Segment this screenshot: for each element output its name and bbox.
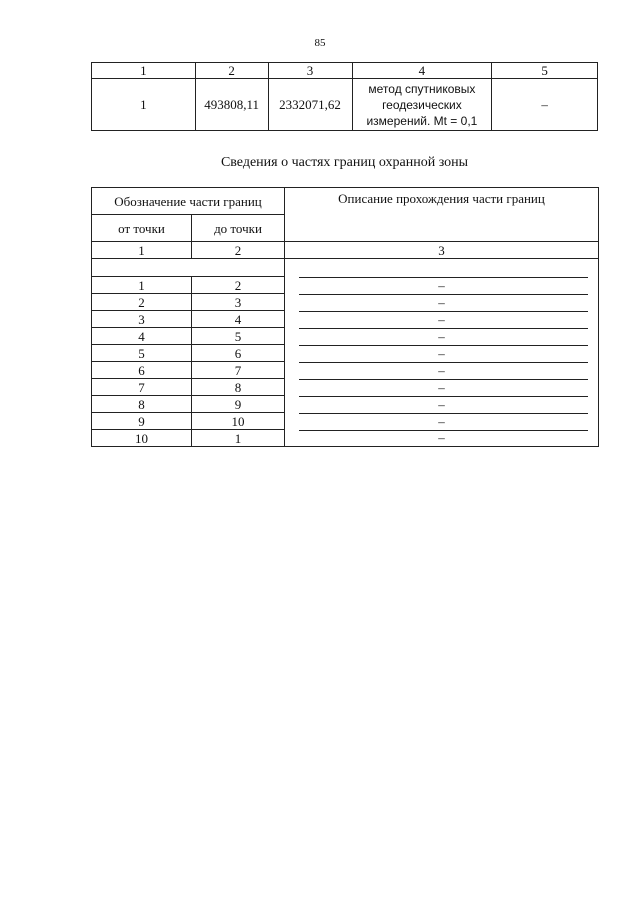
table-row: [92, 345, 599, 362]
from-point-cell-text: 1: [138, 277, 145, 293]
description-cell-text: –: [438, 294, 445, 310]
spacer-description-cell: [285, 259, 599, 277]
from-point-cell: [92, 277, 192, 294]
table-row: [92, 396, 599, 413]
method-cell: метод спутниковых геодезических измерений. Mt = 0,1: [352, 79, 492, 131]
to-point-cell: [192, 328, 285, 345]
description-cell: [285, 294, 599, 311]
to-point-cell: [192, 430, 285, 447]
table-row: [92, 413, 599, 430]
from-point-cell: [92, 413, 192, 430]
from-point-cell-text: 2: [138, 294, 145, 310]
coordinates-row: [92, 79, 598, 131]
parts-header-row: [92, 188, 599, 215]
to-point-cell: [192, 413, 285, 430]
section-title: Сведения о частях границ охранной зоны: [220, 155, 469, 170]
description-header-continuation: [285, 215, 599, 242]
page-number: 85: [314, 37, 326, 49]
point-number-cell: 1: [92, 79, 196, 131]
to-point-header: до точки: [192, 215, 285, 242]
from-point-cell: [92, 311, 192, 328]
description-cell: [285, 277, 599, 294]
description-cell-text: –: [438, 345, 445, 361]
description-cell: [285, 362, 599, 379]
table-row: [92, 379, 599, 396]
column-number-1: 1: [92, 63, 196, 79]
from-point-cell: [92, 379, 192, 396]
from-point-cell-text: 6: [138, 362, 145, 378]
column-number-3: 3: [268, 63, 352, 79]
coordinate-x-cell: 493808,11: [195, 79, 268, 131]
from-point-cell-text: 4: [138, 328, 145, 344]
from-point-cell-text: 5: [138, 345, 145, 361]
to-point-cell-text: 2: [234, 277, 242, 293]
from-point-cell-text: 3: [138, 311, 145, 327]
to-point-cell-text: 10: [231, 413, 245, 429]
parts-rows: [92, 277, 599, 447]
from-point-cell-text: 8: [138, 396, 145, 412]
from-point-cell-text: 7: [138, 379, 145, 395]
to-point-cell-text: 6: [234, 345, 242, 361]
description-cell-text: –: [438, 328, 445, 344]
description-cell: [285, 413, 599, 430]
to-point-cell: [192, 362, 285, 379]
designation-header: Обозначение части границ: [92, 188, 285, 215]
description-cell: [285, 396, 599, 413]
to-point-cell-text: 3: [234, 294, 242, 310]
table-row: [92, 277, 599, 294]
description-header: Описание прохождения части границ: [285, 188, 599, 215]
description-cell: [285, 311, 599, 328]
table-row: [92, 311, 599, 328]
parts-subheader-row: [92, 215, 599, 242]
table-row: [92, 328, 599, 345]
table-row: [92, 430, 599, 447]
to-point-cell-text: 7: [234, 362, 242, 378]
to-point-cell-text: 8: [234, 379, 242, 395]
parts-column-number-3: 3: [285, 242, 599, 259]
to-point-cell: [192, 345, 285, 362]
from-point-cell: [92, 430, 192, 447]
description-cell-text: –: [438, 311, 445, 327]
note-cell: –: [492, 79, 598, 131]
coordinates-header-row: [92, 63, 598, 79]
table-row: [92, 294, 599, 311]
coordinate-y-cell: 2332071,62: [268, 79, 352, 131]
parts-spacer-row: [92, 259, 599, 277]
from-point-cell: [92, 345, 192, 362]
to-point-cell-text: 5: [234, 328, 242, 344]
description-cell: [285, 345, 599, 362]
to-point-cell: [192, 379, 285, 396]
description-cell-text: –: [438, 396, 445, 412]
from-point-cell: [92, 396, 192, 413]
to-point-cell: [192, 294, 285, 311]
to-point-cell: [192, 396, 285, 413]
spacer-cell: [92, 259, 285, 277]
parts-column-numbers-row: [92, 242, 599, 259]
description-cell-text: –: [438, 413, 445, 429]
description-cell-text: –: [438, 379, 445, 395]
column-number-2: 2: [195, 63, 268, 79]
parts-column-number-1: 1: [92, 242, 192, 259]
description-cell: [285, 430, 599, 447]
table-row: [92, 362, 599, 379]
column-number-4: 4: [352, 63, 492, 79]
coordinates-table: [91, 62, 598, 131]
boundary-parts-table: [91, 187, 599, 447]
from-point-cell: [92, 328, 192, 345]
from-point-header: от точки: [92, 215, 192, 242]
to-point-cell-text: 4: [234, 311, 242, 327]
description-cell: [285, 379, 599, 396]
description-cell-text: –: [438, 362, 445, 378]
from-point-cell: [92, 294, 192, 311]
to-point-cell: [192, 311, 285, 328]
description-cell-text: –: [438, 277, 445, 293]
from-point-cell-text: 10: [135, 430, 148, 446]
description-cell-text: –: [438, 430, 445, 446]
column-number-5: 5: [492, 63, 598, 79]
to-point-cell: [192, 277, 285, 294]
parts-column-number-2: 2: [192, 242, 285, 259]
to-point-cell-text: 1: [234, 430, 242, 446]
to-point-cell-text: 9: [234, 396, 242, 412]
from-point-cell: [92, 362, 192, 379]
description-cell: [285, 328, 599, 345]
from-point-cell-text: 9: [138, 413, 145, 429]
